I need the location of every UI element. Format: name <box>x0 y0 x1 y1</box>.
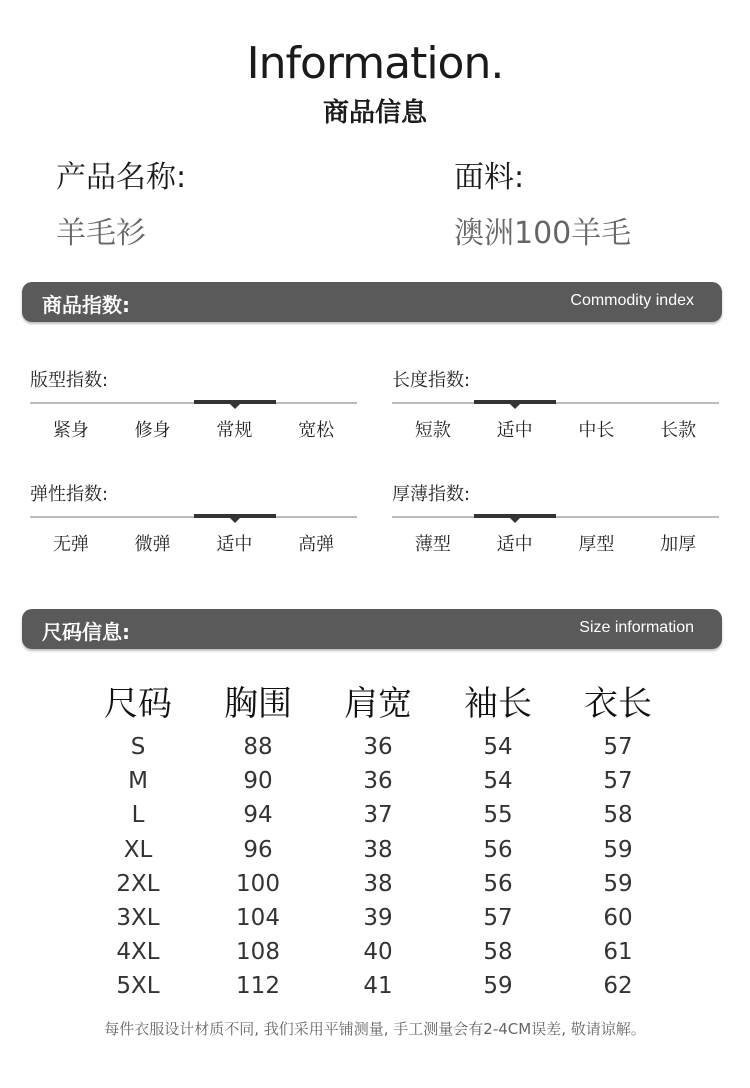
product-name-label: 产品名称: <box>56 160 187 195</box>
size-table-cell: M <box>128 768 148 795</box>
commodity-index-subtitle: Commodity index <box>570 292 694 309</box>
size-table-row <box>78 764 678 798</box>
measurement-footnote: 每件衣服设计材质不同, 我们采用平铺测量, 手工测量会有2-4CM误差, 敬请谅解。 <box>104 1020 646 1038</box>
size-table-cell: L <box>131 802 145 829</box>
thickness-index-option: 加厚 <box>660 534 697 555</box>
size-info-title: 尺码信息: <box>42 620 130 644</box>
elasticity-index-label: 弹性指数: <box>30 484 109 505</box>
fabric-label: 面料: <box>454 160 525 195</box>
size-table-cell: 61 <box>603 939 633 966</box>
thickness-index-marker <box>474 514 556 518</box>
size-table-cell: 40 <box>363 939 393 966</box>
size-table-cell: 57 <box>603 734 633 760</box>
size-table-cell: 38 <box>363 870 393 897</box>
size-table-header <box>78 678 678 730</box>
size-table <box>78 678 678 1004</box>
fit-index-label: 版型指数: <box>30 370 109 391</box>
size-table-header-cell: 肩宽 <box>344 684 412 724</box>
size-table-cell: 2XL <box>116 870 160 897</box>
size-table-cell: 88 <box>243 734 273 760</box>
thickness-index-option: 薄型 <box>414 534 451 555</box>
size-table-row <box>78 730 678 764</box>
fit-index-marker <box>194 400 276 404</box>
size-table-cell: 55 <box>483 802 513 829</box>
size-table-cell: 96 <box>243 836 273 863</box>
length-index-option: 短款 <box>414 420 451 441</box>
elasticity-index-option: 适中 <box>216 534 253 555</box>
elasticity-index <box>30 480 357 570</box>
length-index <box>392 366 719 456</box>
size-table-cell: 41 <box>363 973 393 1000</box>
size-table-cell: 90 <box>243 768 273 795</box>
size-table-header-cell: 胸围 <box>224 684 292 724</box>
length-index-option: 中长 <box>578 420 615 441</box>
size-table-header-cell: 袖长 <box>464 684 532 724</box>
size-info-subtitle: Size information <box>579 619 694 636</box>
thickness-index-label: 厚薄指数: <box>392 484 471 505</box>
size-table-row <box>78 798 678 832</box>
size-table-cell: 3XL <box>116 904 160 931</box>
fit-index-option: 紧身 <box>52 420 89 441</box>
size-table-row <box>78 969 678 1003</box>
size-table-cell: 60 <box>603 904 633 931</box>
size-table-cell: 38 <box>363 836 393 863</box>
fabric-value: 澳洲100羊毛 <box>454 216 632 251</box>
thickness-index-option: 厚型 <box>578 534 615 555</box>
size-table-cell: 36 <box>363 768 393 795</box>
size-table-header-cell: 衣长 <box>584 684 652 724</box>
size-table-cell: S <box>130 734 146 760</box>
size-info-bar <box>22 609 722 649</box>
size-table-cell: 57 <box>483 904 513 931</box>
size-table-header-cell: 尺码 <box>104 684 172 724</box>
size-table-cell: 36 <box>363 734 393 760</box>
size-table-cell: 54 <box>483 768 513 795</box>
size-table-cell: 5XL <box>116 973 160 1000</box>
size-table-cell: 57 <box>603 768 633 795</box>
size-table-cell: 4XL <box>116 939 160 966</box>
title-chinese: 商品信息 <box>322 98 427 128</box>
thickness-index-option: 适中 <box>496 534 533 555</box>
size-table-cell: 54 <box>483 734 513 760</box>
length-index-label: 长度指数: <box>392 370 471 391</box>
size-table-cell: 58 <box>603 802 633 829</box>
size-table-cell: 62 <box>603 973 633 1000</box>
size-table-cell: 108 <box>236 939 280 966</box>
fit-index-option: 修身 <box>134 420 171 441</box>
size-table-row <box>78 833 678 867</box>
elasticity-index-marker <box>194 514 276 518</box>
length-index-option: 长款 <box>660 420 697 441</box>
product-name-value: 羊毛衫 <box>56 216 146 251</box>
size-table-cell: 59 <box>603 870 633 897</box>
fit-index-option: 常规 <box>216 420 253 441</box>
size-table-cell: 58 <box>483 939 513 966</box>
fit-index-option: 宽松 <box>298 420 335 441</box>
commodity-index-bar <box>22 282 722 322</box>
size-table-body <box>78 730 678 1004</box>
size-table-row <box>78 935 678 969</box>
size-table-cell: 56 <box>483 870 513 897</box>
title-english: Information. <box>246 38 504 89</box>
size-table-cell: 56 <box>483 836 513 863</box>
size-table-cell: 37 <box>363 802 393 829</box>
size-table-row <box>78 867 678 901</box>
commodity-index-title: 商品指数: <box>42 293 130 317</box>
length-index-marker <box>474 400 556 404</box>
size-table-cell: 94 <box>243 802 273 829</box>
elasticity-index-option: 无弹 <box>52 534 89 555</box>
size-table-cell: 59 <box>603 836 633 863</box>
elasticity-index-option: 微弹 <box>134 534 171 555</box>
size-table-row <box>78 901 678 935</box>
size-table-cell: 59 <box>483 973 513 1000</box>
size-table-cell: 39 <box>363 904 393 931</box>
size-table-cell: 100 <box>236 870 280 897</box>
length-index-option: 适中 <box>496 420 533 441</box>
elasticity-index-option: 高弹 <box>298 534 335 555</box>
fit-index <box>30 366 357 456</box>
size-table-cell: 112 <box>236 973 280 1000</box>
size-table-cell: XL <box>123 836 153 863</box>
thickness-index <box>392 480 719 570</box>
size-table-cell: 104 <box>236 904 280 931</box>
